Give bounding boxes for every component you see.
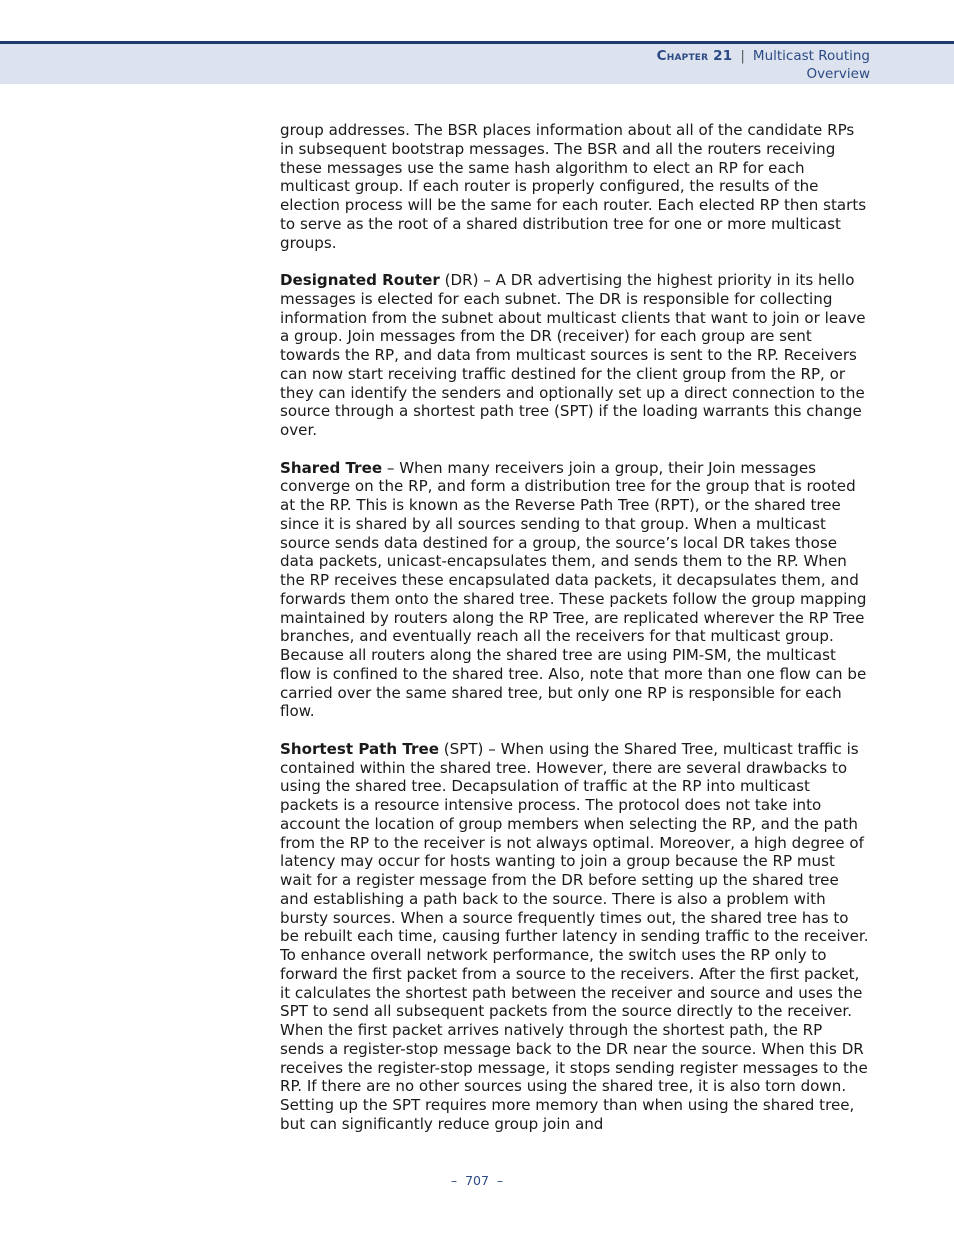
paragraph xyxy=(280,459,870,722)
paragraph-text: – When many receivers join a group, their Join messages converge on the RP, and form a distribution tree for the group that is rooted at the RP. This is known as the Reverse Path Tree (RPT), or the shared tree since it is shared by all sources sending to that group. When a multicast source sends data destined for a group, the source’s local DR takes those data packets, unicast-encapsulates them, and sends them to the RP. When the RP receives these encapsulated data packets, it decapsulates them, and forwards them onto the shared tree. These packets follow the group mapping maintained by routers along the RP Tree, are replicated wherever the RP Tree branches, and eventually reach all the receivers for that multicast group. Because all routers along the shared tree are using PIM-SM, the multicast flow is confined to the shared tree. Also, note that more than one flow can be carried over the same shared tree, but only one RP is responsible for each flow. xyxy=(280,458,867,721)
header-separator: | xyxy=(740,48,745,64)
page-number: 707 xyxy=(465,1173,489,1188)
paragraph-text: (DR) – A DR advertising the highest priority in its hello messages is elected for each subnet. The DR is responsible for collecting information from the subnet about multicast clients that want to join or leave a group. Join messages from the DR (receiver) for each group are sent towards the RP, and data from multicast sources is sent to the RP. Receivers can now start receiving traffic destined for the client group from the RP, or they can identify the senders and optionally set up a direct connection to the source through a shortest path tree (SPT) if the loading warrants this change over. xyxy=(280,271,866,439)
paragraph xyxy=(280,740,870,1134)
paragraph-term: Designated Router xyxy=(280,271,440,289)
chapter-label: Chapter 21 xyxy=(656,48,733,64)
paragraph xyxy=(280,271,870,440)
page-header xyxy=(0,41,954,84)
section-title: Overview xyxy=(806,66,870,82)
paragraph-term: Shortest Path Tree xyxy=(280,739,439,758)
chapter-title: Multicast Routing xyxy=(752,48,870,64)
footer-dash-right: – xyxy=(496,1173,504,1188)
header-chapter-line xyxy=(657,48,870,64)
paragraph-text: (SPT) – When using the Shared Tree, multicast traffic is contained within the shared tree. However, there are several drawbacks to using the shared tree. Decapsulation of traffic at the RP into multicast packets is a resource intensive process. The protocol does not take into account the location of group members when selecting the RP, and the path from the RP to the receiver is not always optimal. Moreover, a high degree of latency may occur for hosts wanting to join a group because the RP must wait for a register message from the DR before setting up the shared tree and establishing a path back to the source. There is also a problem with bursty sources. When a source frequently times out, the shared tree has to be rebuilt each time, causing further latency in sending traffic to the receiver. To enhance overall network performance, the switch uses the RP only to forward the first packet from a source to the receivers. After the first packet, it calculates the shortest path between the receiver and source and uses the SPT to send all subsequent packets from the source directly to the receiver. When the first packet arrives natively through the shortest path, the RP sends a register-stop message back to the DR near the source. When this DR receives the register-stop message, it stops sending register messages to the RP. If there are no other sources using the shared tree, it is also torn down. Setting up the SPT requires more memory than when using the shared tree, but can significantly reduce group join and xyxy=(280,739,869,1133)
body-text xyxy=(280,121,870,1152)
paragraph-text: group addresses. The BSR places information about all of the candidate RPs in subsequent bootstrap messages. The BSR and all the routers receiving these messages use the same hash algorithm to elect an RP for each multicast group. If each router is properly configured, the results of the election process will be the same for each router. Each elected RP then starts to serve as the root of a shared distribution tree for one or more multicast groups. xyxy=(280,121,867,252)
footer-dash-left: – xyxy=(450,1173,458,1188)
page-footer xyxy=(0,1173,954,1188)
paragraph-term: Shared Tree xyxy=(280,458,383,477)
paragraph xyxy=(280,121,870,252)
